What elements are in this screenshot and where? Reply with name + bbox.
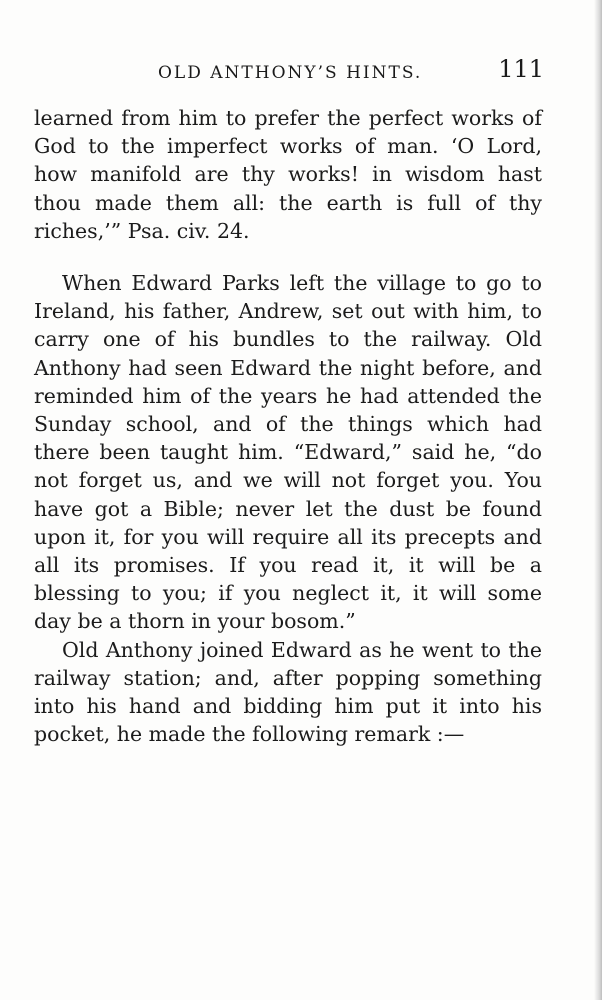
paragraph-old-anthony: Old Anthony joined Edward as he went to the railway station; and, after popping something into his hand and bidding him put it into his pocket, he made the following remark :— xyxy=(34,637,542,747)
page-edge-shadow xyxy=(594,0,602,1000)
running-head xyxy=(38,55,544,91)
body-text xyxy=(34,104,542,748)
page-number: 111 xyxy=(498,55,544,83)
paragraph-edward-parks: When Edward Parks left the village to go to Ireland, his father, Andrew, set out with him, to carry one of his bundles to the railway. Old Anthony had seen Edward the night before, and reminded him of the years he had attended the Sunday school, and of the things which had there been taught him. “Edward,” said he, “do not forget us, and we will not forget you. You have got a Bible; never let the dust be found upon it, for you will require all its precepts and all its promises. If you read it, it will be a blessing to you; if you neglect it, it will some day be a thorn in your bosom.” xyxy=(34,271,542,634)
running-head-title: OLD ANTHONY’S HINTS. xyxy=(158,63,423,83)
paragraph-continued: learned from him to prefer the perfect works of God to the imperfect works of man. ‘O Lord, how manifold are thy works! in wisdom hast thou made them all: the earth is full of thy riches,’” Psa. civ. 24. xyxy=(34,106,542,243)
